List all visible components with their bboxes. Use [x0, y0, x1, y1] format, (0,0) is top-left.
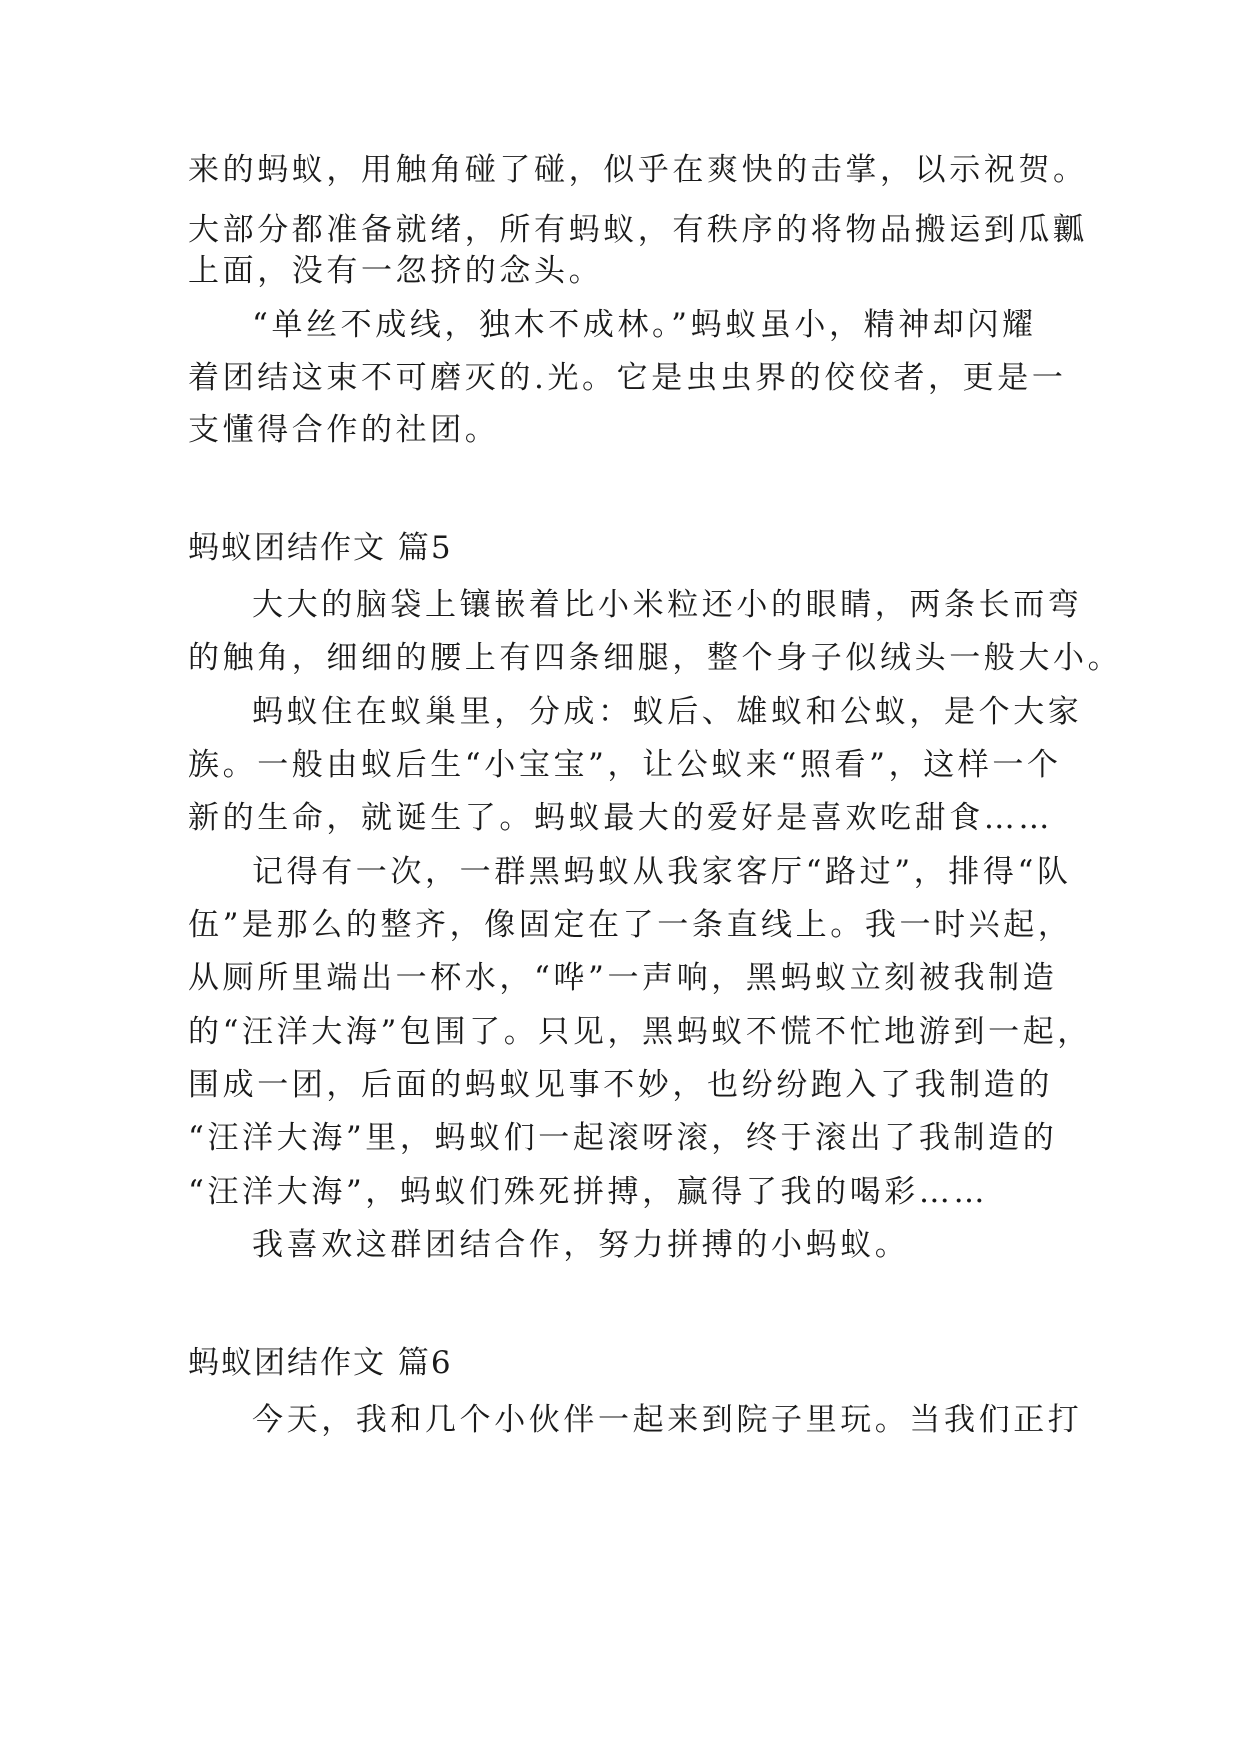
text-line: 我喜欢这群团结合作，努力拼搏的小蚂蚁。: [252, 1227, 910, 1263]
text-line: 的触角，细细的腰上有四条细腿，整个身子似绒头一般大小。: [188, 640, 1123, 676]
text-line: 伍”是那么的整齐，像固定在了一条直线上。我一时兴起，: [188, 907, 1073, 943]
text-line: 蚂蚁住在蚁巢里，分成：蚁后、雄蚁和公蚁，是个大家: [252, 694, 1083, 730]
text-line: 上面，没有一忽挤的念头。: [188, 253, 604, 289]
text-line: “单丝不成线，独木不成林。”蚂蚁虽小，精神却闪耀: [252, 307, 1037, 343]
text-line: 从厕所里端出一杯水，“哗”一声响，黑蚂蚁立刻被我制造: [188, 960, 1058, 996]
text-line: 记得有一次，一群黑蚂蚁从我家客厅“路过”，排得“队: [252, 854, 1072, 890]
text-line: 的“汪洋大海”包围了。只见，黑蚂蚁不慌不忙地游到一起，: [188, 1014, 1092, 1050]
section-heading: 蚂蚁团结作文 篇5: [188, 530, 453, 566]
text-line: 大部分都准备就绪，所有蚂蚁，有秩序的将物品搬运到瓜瓤: [188, 212, 1088, 248]
section-heading: 蚂蚁团结作文 篇6: [188, 1345, 453, 1381]
text-line: 今天，我和几个小伙伴一起来到院子里玩。当我们正打: [252, 1402, 1083, 1438]
text-line: 着团结这束不可磨灭的.光。它是虫虫界的佼佼者，更是一: [188, 360, 1067, 396]
text-line: 支懂得合作的社团。: [188, 412, 500, 448]
text-line: 围成一团，后面的蚂蚁见事不妙，也纷纷跑入了我制造的: [188, 1067, 1053, 1103]
text-line: 新的生命，就诞生了。蚂蚁最大的爱好是喜欢吃甜食……: [188, 800, 1053, 836]
text-line: “汪洋大海”，蚂蚁们殊死拼搏，赢得了我的喝彩……: [188, 1174, 989, 1210]
text-line: 大大的脑袋上镶嵌着比小米粒还小的眼睛，两条长而弯: [252, 587, 1083, 623]
text-line: “汪洋大海”里，蚂蚁们一起滚呀滚，终于滚出了我制造的: [188, 1120, 1058, 1156]
text-line: 来的蚂蚁，用触角碰了碰，似乎在爽快的击掌，以示祝贺。: [188, 152, 1088, 188]
text-line: 族。一般由蚁后生“小宝宝”，让公蚁来“照看”，这样一个: [188, 747, 1062, 783]
